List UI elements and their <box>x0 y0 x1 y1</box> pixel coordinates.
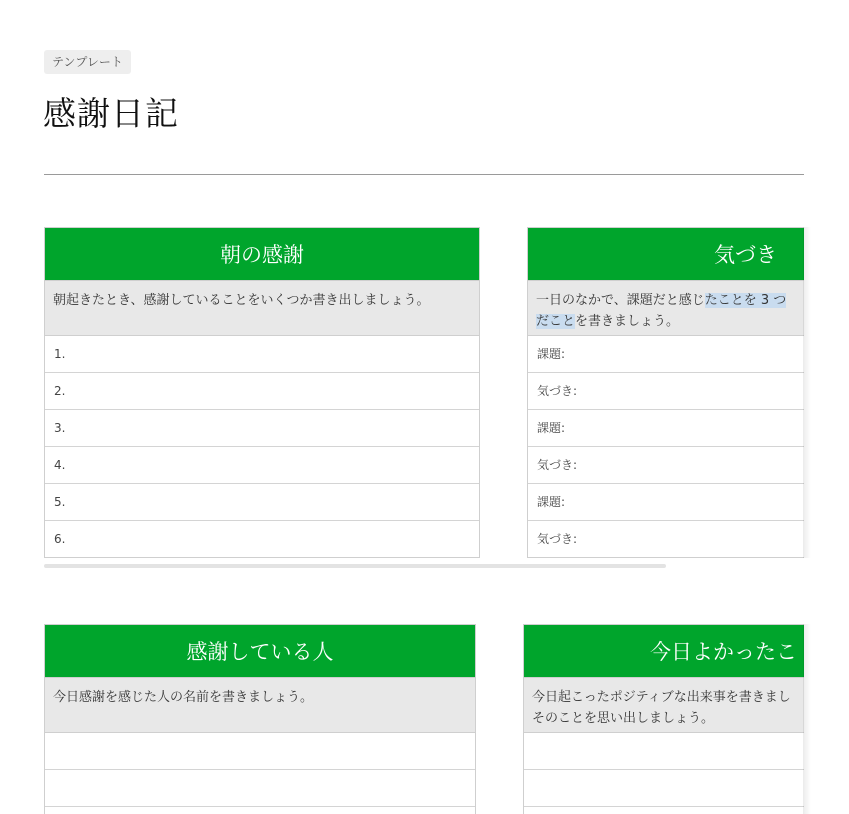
list-row[interactable]: 気づき: <box>537 532 578 546</box>
list-row[interactable] <box>524 733 804 770</box>
good-things-today-panel <box>523 624 804 814</box>
panel-heading[interactable]: 今日よかったこ <box>524 625 804 677</box>
list-row[interactable]: 4. <box>45 447 479 484</box>
list-row[interactable] <box>45 733 475 770</box>
list-row[interactable]: 課題: <box>528 410 804 447</box>
description-text: を書きましょう。 <box>575 314 680 329</box>
description-text: 一日のなかで、課題だと感じ <box>536 293 705 308</box>
description-text: そのことを思い出しましょう。 <box>532 711 715 726</box>
list-row[interactable]: 気づき: <box>528 447 804 484</box>
description-text: 今日起こったポジティブな出来事を書きまし <box>532 690 791 705</box>
list-row[interactable]: 5. <box>45 484 479 521</box>
page-title[interactable]: 感謝日記 <box>43 94 179 133</box>
selected-text: だこと <box>536 314 576 329</box>
list-row[interactable]: 2. <box>45 373 479 410</box>
horizontal-scrollbar[interactable] <box>44 564 666 568</box>
list-row[interactable]: 3. <box>45 410 479 447</box>
panel-description[interactable] <box>524 677 804 733</box>
list-row[interactable]: 課題: <box>528 484 804 521</box>
template-tag: テンプレート <box>44 50 131 74</box>
list-row[interactable] <box>45 770 475 807</box>
list-row[interactable]: 1. <box>45 336 479 373</box>
panel-description[interactable]: 朝起きたとき、感謝していることをいくつか書き出しましょう。 <box>45 280 479 336</box>
list-row[interactable]: 6. <box>54 532 66 546</box>
panel-heading[interactable]: 朝の感謝 <box>45 228 479 280</box>
grateful-people-panel <box>44 624 476 814</box>
list-row[interactable] <box>524 807 804 814</box>
panel-description[interactable]: 今日感謝を感じた人の名前を書きましょう。 <box>45 677 475 733</box>
list-row[interactable]: 気づき: <box>528 373 804 410</box>
insight-panel <box>527 227 804 558</box>
scroll-edge-shadow <box>803 227 811 558</box>
section-1-scroll-area[interactable] <box>44 227 804 558</box>
list-row[interactable] <box>524 770 804 807</box>
list-row[interactable]: 課題: <box>528 336 804 373</box>
morning-gratitude-panel <box>44 227 480 558</box>
panel-heading[interactable]: 気づき <box>528 228 804 280</box>
panel-heading[interactable]: 感謝している人 <box>45 625 475 677</box>
selected-text: たことを 3 つ <box>704 293 787 308</box>
panel-description[interactable] <box>528 280 804 336</box>
divider <box>44 174 804 175</box>
section-2-scroll-area[interactable] <box>44 624 804 814</box>
scroll-edge-shadow <box>803 624 811 814</box>
list-row[interactable] <box>45 807 475 814</box>
